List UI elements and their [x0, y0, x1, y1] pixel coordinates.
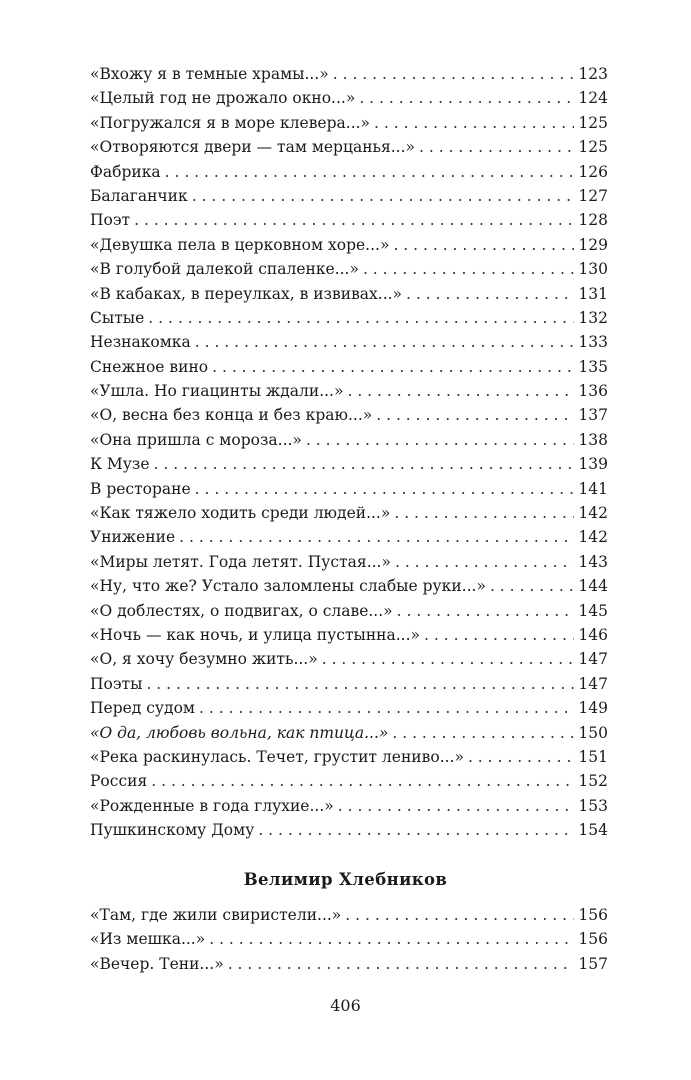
- toc-entry-title: Снежное вино: [90, 357, 209, 376]
- toc-dot-leader: [322, 647, 575, 671]
- toc-list-bottom: [90, 903, 608, 976]
- toc-entry-page: 152: [578, 772, 608, 791]
- toc-entry-page: 157: [578, 954, 608, 973]
- toc-dot-leader: [212, 355, 574, 379]
- toc-entry-title: «Погружался я в море клевера...»: [90, 113, 371, 132]
- toc-dot-leader: [424, 623, 574, 647]
- toc-dot-leader: [258, 818, 574, 842]
- toc-entry-title: «Рожденные в года глухие...»: [90, 796, 334, 815]
- toc-dot-leader: [151, 769, 574, 793]
- toc-dot-leader: [209, 927, 574, 951]
- toc-entry: [90, 233, 608, 257]
- toc-entry-title: «В кабаках, в переулках, в извивах...»: [90, 284, 403, 303]
- toc-entry-page: 126: [578, 162, 608, 181]
- toc-entry: [90, 428, 608, 452]
- toc-entry-page: 156: [578, 930, 608, 949]
- toc-entry: [90, 477, 608, 501]
- toc-entry-page: 131: [578, 284, 608, 303]
- toc-dot-leader: [393, 233, 574, 257]
- toc-entry: [90, 403, 608, 427]
- toc-dot-leader: [179, 525, 574, 549]
- toc-entry: [90, 330, 608, 354]
- toc-entry-title: В ресторане: [90, 479, 191, 498]
- toc-entry: [90, 672, 608, 696]
- toc-entry-page: 153: [578, 796, 608, 815]
- toc-dot-leader: [392, 721, 574, 745]
- toc-entry-title: «Она пришла с мороза...»: [90, 430, 302, 449]
- toc-entry-page: 156: [578, 906, 608, 924]
- toc-dot-leader: [490, 574, 574, 598]
- toc-entry: [90, 769, 608, 793]
- toc-entry-title: Незнакомка: [90, 333, 191, 352]
- toc-entry-title: «Девушка пела в церковном хоре...»: [90, 235, 390, 254]
- toc-entry-title: «Там, где жили свиристели...»: [90, 906, 342, 924]
- toc-entry: [90, 818, 608, 842]
- toc-entry-title: «О да, любовь вольна, как птица...»: [90, 723, 389, 742]
- toc-entry-title: «Ночь — как ночь, и улица пустынна...»: [90, 625, 421, 644]
- toc-entry: [90, 135, 608, 159]
- toc-dot-leader: [195, 477, 575, 501]
- toc-dot-leader: [306, 428, 574, 452]
- toc-entry: [90, 696, 608, 720]
- toc-entry-title: «О, я хочу безумно жить...»: [90, 650, 318, 669]
- toc-dot-leader: [394, 501, 574, 525]
- toc-dot-leader: [406, 282, 574, 306]
- toc-dot-leader: [419, 135, 574, 159]
- toc-dot-leader: [192, 184, 575, 208]
- toc-entry: [90, 903, 608, 927]
- toc-entry: [90, 550, 608, 574]
- toc-dot-leader: [363, 257, 574, 281]
- toc-entry-title: «Целый год не дрожало окно...»: [90, 89, 356, 108]
- toc-entry-page: 138: [578, 430, 608, 449]
- toc-entry-page: 142: [578, 528, 608, 547]
- toc-entry-page: 139: [578, 455, 608, 474]
- toc-entry-page: 125: [578, 113, 608, 132]
- toc-entry-page: 133: [578, 333, 608, 352]
- toc-entry: [90, 721, 608, 745]
- toc-entry-title: «Река раскинулась. Течет, грустит лениво...»: [90, 747, 464, 766]
- toc-dot-leader: [395, 550, 574, 574]
- toc-entry: [90, 160, 608, 184]
- toc-dot-leader: [347, 379, 574, 403]
- toc-entry: [90, 927, 608, 951]
- toc-dot-leader: [359, 86, 574, 110]
- toc-entry-title: «Миры летят. Года летят. Пустая...»: [90, 552, 391, 571]
- toc-entry-title: «Вечер. Тени...»: [90, 954, 224, 973]
- toc-entry: [90, 452, 608, 476]
- toc-entry-page: 141: [578, 479, 608, 498]
- toc-entry-page: 137: [578, 406, 608, 425]
- toc-entry: [90, 306, 608, 330]
- toc-entry-title: Перед судом: [90, 699, 195, 718]
- toc-entry: [90, 599, 608, 623]
- toc-entry-title: «Ну, что же? Устало заломлены слабые руки...»: [90, 577, 486, 596]
- toc-entry: [90, 379, 608, 403]
- toc-dot-leader: [134, 208, 574, 232]
- toc-entry-title: Поэты: [90, 674, 143, 693]
- toc-entry-page: 150: [578, 723, 608, 742]
- toc-entry-title: Сытые: [90, 308, 145, 327]
- toc-entry: [90, 208, 608, 232]
- toc-dot-leader: [165, 160, 575, 184]
- toc-entry-title: «О, весна без конца и без краю...»: [90, 406, 373, 425]
- toc-entry-title: «Ушла. Но гиацинты ждали...»: [90, 382, 344, 401]
- toc-entry-page: 135: [578, 357, 608, 376]
- toc-entry-title: Балаганчик: [90, 186, 188, 205]
- toc-entry-page: 147: [578, 674, 608, 693]
- toc-entry-title: Унижение: [90, 528, 176, 547]
- toc-entry-page: 142: [578, 504, 608, 523]
- toc-entry-page: 144: [578, 577, 608, 596]
- toc-entry-page: 129: [578, 235, 608, 254]
- toc-entry-page: 128: [578, 211, 608, 230]
- toc-entry-title: «Отворяются двери — там мерцанья...»: [90, 138, 416, 157]
- toc-entry-title: Фабрика: [90, 162, 161, 181]
- toc-dot-leader: [397, 599, 575, 623]
- toc-entry-page: 123: [578, 65, 608, 83]
- toc-entry: [90, 525, 608, 549]
- toc-dot-leader: [345, 903, 574, 927]
- toc-entry: [90, 257, 608, 281]
- toc-entry: [90, 111, 608, 135]
- toc-entry: [90, 745, 608, 769]
- toc-entry-page: 154: [578, 821, 608, 840]
- toc-entry: [90, 282, 608, 306]
- toc-dot-leader: [376, 403, 574, 427]
- toc-entry-page: 130: [578, 260, 608, 279]
- toc-entry: [90, 86, 608, 110]
- toc-entry-title: «Как тяжело ходить среди людей...»: [90, 504, 391, 523]
- toc-dot-leader: [148, 306, 574, 330]
- toc-entry-page: 124: [578, 89, 608, 108]
- toc-entry-page: 127: [578, 186, 608, 205]
- toc-entry: [90, 355, 608, 379]
- toc-dot-leader: [146, 672, 574, 696]
- toc-entry-title: «Вхожу я в темные храмы...»: [90, 65, 329, 83]
- toc-dot-leader: [154, 452, 575, 476]
- toc-list-top: [90, 62, 608, 843]
- toc-entry-page: 125: [578, 138, 608, 157]
- toc-dot-leader: [468, 745, 574, 769]
- toc-entry: [90, 574, 608, 598]
- toc-entry: [90, 647, 608, 671]
- toc-dot-leader: [374, 111, 574, 135]
- toc-entry-title: «О доблестях, о подвигах, о славе...»: [90, 601, 393, 620]
- toc-entry-page: 145: [578, 601, 608, 620]
- toc-entry-page: 146: [578, 625, 608, 644]
- toc-entry-page: 149: [578, 699, 608, 718]
- toc-entry: [90, 952, 608, 976]
- toc-entry-page: 132: [578, 308, 608, 327]
- toc-entry-title: «В голубой далекой спаленке...»: [90, 260, 359, 279]
- toc-entry: [90, 623, 608, 647]
- toc-entry: [90, 184, 608, 208]
- toc-entry-title: К Музе: [90, 455, 150, 474]
- toc-dot-leader: [199, 696, 574, 720]
- page-number: 406: [330, 996, 361, 1015]
- toc-dot-leader: [333, 62, 575, 86]
- toc-entry: [90, 501, 608, 525]
- toc-dot-leader: [338, 794, 575, 818]
- toc-entry-title: Россия: [90, 772, 148, 791]
- toc-dot-leader: [195, 330, 575, 354]
- toc-entry-title: Поэт: [90, 211, 131, 230]
- toc-entry-page: 136: [578, 382, 608, 401]
- toc-entry-title: «Из мешка...»: [90, 930, 206, 949]
- toc-entry: [90, 794, 608, 818]
- toc-entry-title: Пушкинскому Дому: [90, 821, 255, 840]
- toc-entry-page: 151: [578, 747, 608, 766]
- toc-dot-leader: [228, 952, 575, 976]
- toc-entry: [90, 62, 608, 86]
- section-heading: Велимир Хлебников: [243, 870, 448, 889]
- toc-entry-page: 147: [578, 650, 608, 669]
- toc-entry-page: 143: [578, 552, 608, 571]
